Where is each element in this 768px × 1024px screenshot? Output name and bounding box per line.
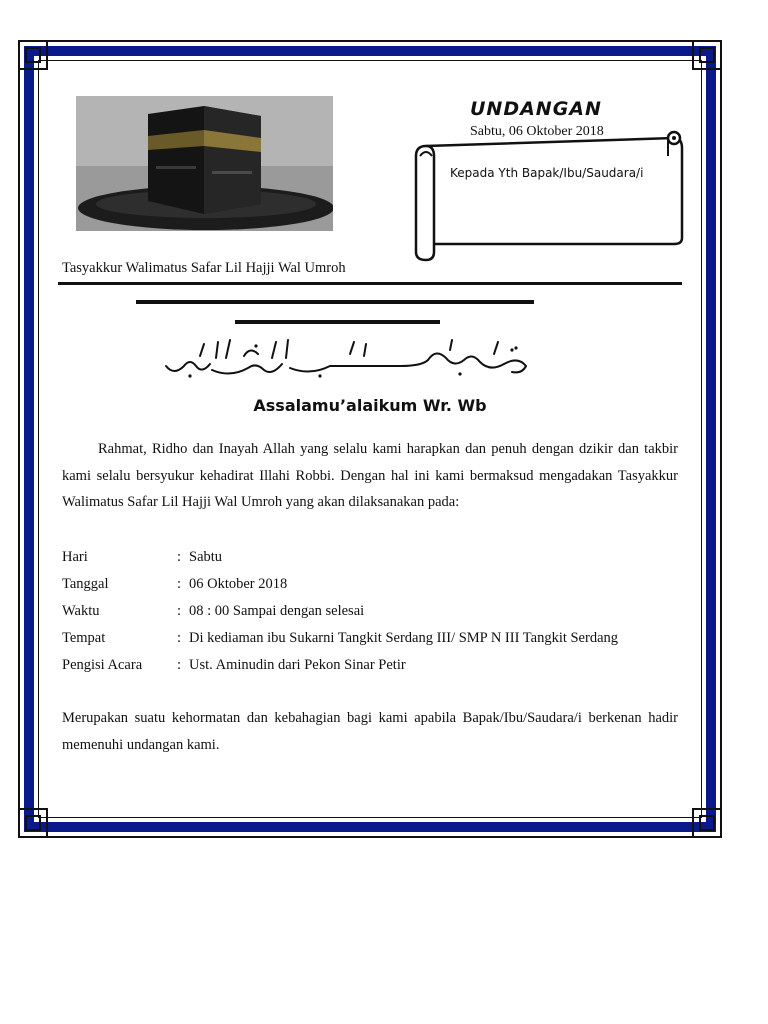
divider-line — [136, 300, 534, 304]
detail-value: 08 : 00 Sampai dengan selesai — [189, 603, 365, 619]
detail-row-place: Tempat : Di kediaman ibu Sukarni Tangkit Serdang III/ SMP N III Tangkit Serdang — [62, 630, 619, 646]
corner-ornament-bottom-left — [18, 808, 48, 838]
divider-line — [235, 320, 440, 324]
scroll-banner — [412, 126, 688, 264]
corner-ornament-top-left — [18, 40, 48, 70]
divider-line — [58, 282, 682, 285]
detail-value: Ust. Aminudin dari Pekon Sinar Petir — [189, 657, 406, 673]
invitation-date: Sabtu, 06 Oktober 2018 — [470, 124, 604, 139]
event-name: Tasyakkur Walimatus Safar Lil Hajji Wal Umroh — [62, 260, 346, 276]
detail-label: Tanggal — [62, 576, 109, 592]
corner-ornament-bottom-right — [692, 808, 722, 838]
detail-row-date: Tanggal : 06 Oktober 2018 — [62, 576, 288, 592]
basmala-calligraphy — [160, 336, 532, 380]
detail-label: Pengisi Acara — [62, 657, 143, 673]
detail-label: Waktu — [62, 603, 100, 619]
detail-value: Sabtu — [189, 549, 223, 565]
detail-value: Di kediaman ibu Sukarni Tangkit Serdang III/ SMP N III Tangkit Serdang — [189, 630, 619, 646]
kaaba-image — [76, 96, 333, 231]
detail-label: Tempat — [62, 630, 106, 646]
closing-paragraph: Merupakan suatu kehormatan dan kebahagian bagi kami apabila Bapak/Ibu/Saudara/i berkenan hadir memenuhi undangan kami. — [62, 710, 678, 753]
detail-row-time: Waktu : 08 : 00 Sampai dengan selesai — [62, 603, 365, 619]
corner-ornament-top-right — [692, 40, 722, 70]
invitation-title: UNDANGAN — [470, 98, 602, 120]
detail-row-day: Hari : Sabtu — [62, 549, 223, 565]
greeting: Assalamu’alaikum Wr. Wb — [253, 396, 487, 415]
recipient-line: Kepada Yth Bapak/Ibu/Saudara/i — [450, 166, 644, 180]
detail-value: 06 Oktober 2018 — [189, 576, 288, 592]
event-details — [62, 544, 618, 679]
detail-label: Hari — [62, 549, 88, 565]
intro-paragraph: Rahmat, Ridho dan Inayah Allah yang selalu kami harapkan dan penuh dengan dzikir dan takbir kami selalu bersyukur kehadirat Illahi Robbi. Dengan hal ini kami bermaksud mengadakan Tasyakkur Walimatus Safar Lil Hajji Wal Umroh yang akan dilaksanakan pada: — [62, 441, 678, 510]
detail-row-speaker: Pengisi Acara : Ust. Aminudin dari Pekon Sinar Petir — [62, 657, 406, 673]
